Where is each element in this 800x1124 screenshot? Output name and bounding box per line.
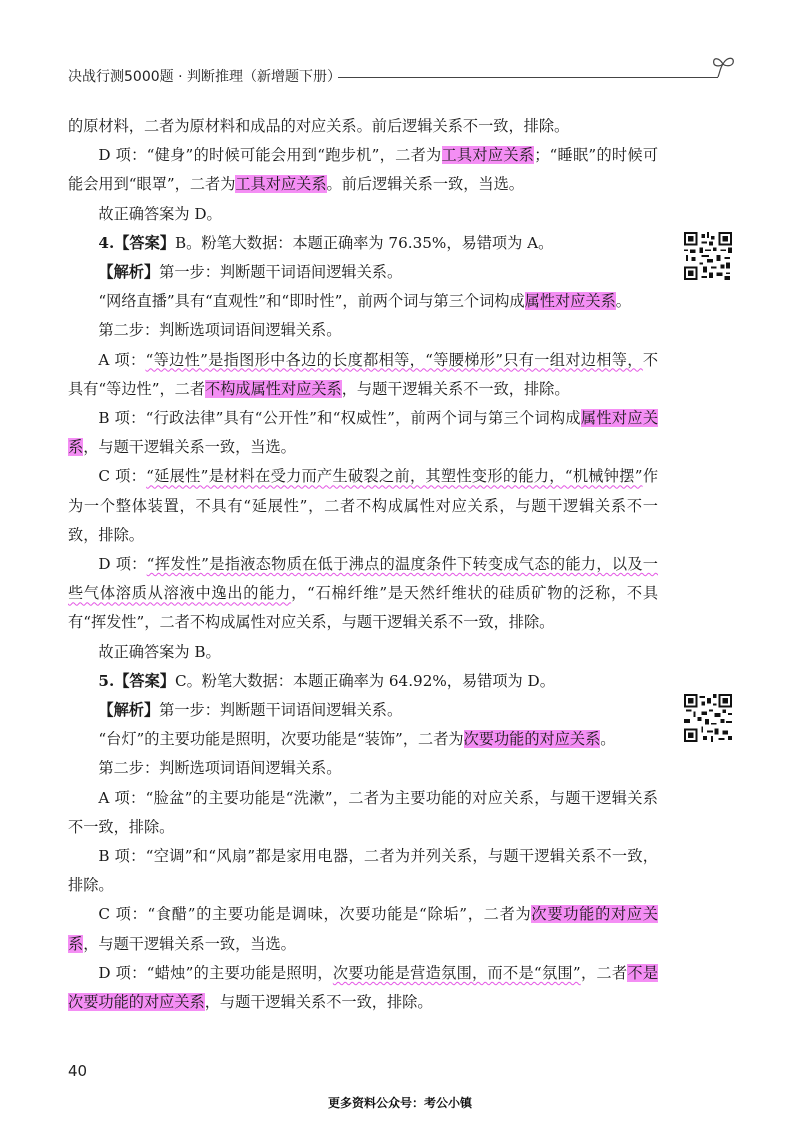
- paragraph: D 项：“蜡烛”的主要功能是照明，次要功能是营造氛围，而不是“氛围”，二者不是次要功能的对应关系，与题干逻辑关系不一致，排除。: [68, 963, 659, 1012]
- paragraph: “网络直播”具有“直观性”和“即时性”，前两个词与第三个词构成属性对应关系。: [98, 292, 631, 311]
- page-number: 40: [68, 1062, 88, 1080]
- paragraph: B 项：“空调”和“风扇”都是家用电器，二者为并列关系，与题干逻辑关系不一致，排除。: [68, 847, 658, 895]
- sprout-icon: [708, 52, 738, 82]
- paragraph: D 项：“健身”的时候可能会用到“跑步机”，二者为工具对应关系；“睡眠”的时候可能会用到“眼罩”，二者为工具对应关系。前后逻辑关系一致，当选。: [68, 146, 659, 194]
- highlight: 属性对应关系: [68, 409, 659, 457]
- answer-conclusion: 故正确答案为 B。: [98, 642, 221, 661]
- paragraph: B 项：“行政法律”具有“公开性”和“权威性”，前两个词与第三个词构成属性对应关系，与题干逻辑关系一致，当选。: [68, 409, 659, 457]
- highlight: 次要功能的对应关系: [68, 905, 658, 953]
- wavy-underline: “延展性”是材料在受力而产生破裂之前，其塑性变形的能力，“机械钟摆”: [146, 467, 643, 486]
- paragraph: C 项：“食醋”的主要功能是调味，次要功能是“除垢”，二者为次要功能的对应关系，与题干逻辑关系一致，当选。: [68, 905, 658, 953]
- paragraph: A 项：“等边性”是指图形中各边的长度都相等，“等腰梯形”只有一组对边相等，不具有“等边性”，二者不构成属性对应关系，与题干逻辑关系不一致，排除。: [68, 350, 658, 398]
- footer-note: 更多资料公众号：考公小镇: [327, 1096, 472, 1110]
- paragraph: D 项：“挥发性”是指液态物质在低于沸点的温度条件下转变成气态的能力，以及一些气体溶质从溶液中逸出的能力，“石棉纤维”是天然纤维状的硅质矿物的泛称，不具有“挥发性”，二者不构成属性对应关系，与题干逻辑关系不一致，排除。: [68, 555, 659, 632]
- paragraph: “台灯”的主要功能是照明，次要功能是“装饰”，二者为次要功能的对应关系。: [98, 730, 616, 749]
- header-title: 决战行测5000题 · 判断推理（新增题下册）: [68, 69, 341, 85]
- highlight: 属性对应关系: [524, 292, 616, 311]
- paragraph: A 项：“脸盆”的主要功能是“洗漱”，二者为主要功能的对应关系，与题干逻辑关系不一致，排除。: [68, 788, 658, 836]
- paragraph: 【解析】第一步：判断题干词语间逻辑关系。: [98, 263, 403, 282]
- header-rule: [338, 77, 718, 78]
- qr-code-icon[interactable]: [684, 694, 732, 742]
- wavy-underline: 次要功能是营造氛围，而不是“氛围”: [332, 963, 581, 982]
- paragraph: 第二步：判断选项词语间逻辑关系。: [98, 321, 342, 340]
- wavy-underline: “等边性”是指图形中各边的长度都相等，“等腰梯形”只有一组对边相等，: [145, 350, 643, 369]
- answer-line: 5.【答案】C。粉笔大数据：本题正确率为 64.92%，易错项为 D。: [98, 671, 555, 690]
- answer-conclusion: 故正确答案为 D。: [98, 204, 222, 223]
- highlight: 不构成属性对应关系: [205, 379, 342, 398]
- analysis-label: 【解析】: [98, 263, 160, 282]
- highlight: 工具对应关系: [441, 146, 535, 165]
- wavy-underline: “挥发性”是指液态物质在低于沸点的温度条件下转变成气态的能力，以及一些气体溶质从溶液中逸出的能力: [68, 555, 658, 603]
- highlight: 不是次要功能的对应关系: [68, 963, 659, 1012]
- analysis-label: 【解析】: [98, 701, 160, 720]
- qr-code-icon[interactable]: [684, 232, 732, 280]
- answer-line: 4.【答案】B。粉笔大数据：本题正确率为 76.35%，易错项为 A。: [98, 233, 554, 252]
- paragraph: C 项：“延展性”是材料在受力而产生破裂之前，其塑性变形的能力，“机械钟摆”作为一个整体装置，不具有“延展性”，二者不构成属性对应关系，与题干逻辑关系不一致，排除。: [68, 467, 659, 544]
- paragraph: 的原材料，二者为原材料和成品的对应关系。前后逻辑关系不一致，排除。: [68, 117, 570, 135]
- paragraph: 第二步：判断选项词语间逻辑关系。: [98, 759, 342, 778]
- highlight: 次要功能的对应关系: [463, 730, 601, 749]
- answer-label: 4.【答案】: [98, 233, 175, 252]
- running-header: [68, 66, 732, 86]
- highlight: 工具对应关系: [235, 175, 327, 194]
- answer-explanations: [68, 112, 658, 1017]
- paragraph: 【解析】第一步：判断题干词语间逻辑关系。: [98, 701, 403, 720]
- answer-label: 5.【答案】: [98, 671, 175, 690]
